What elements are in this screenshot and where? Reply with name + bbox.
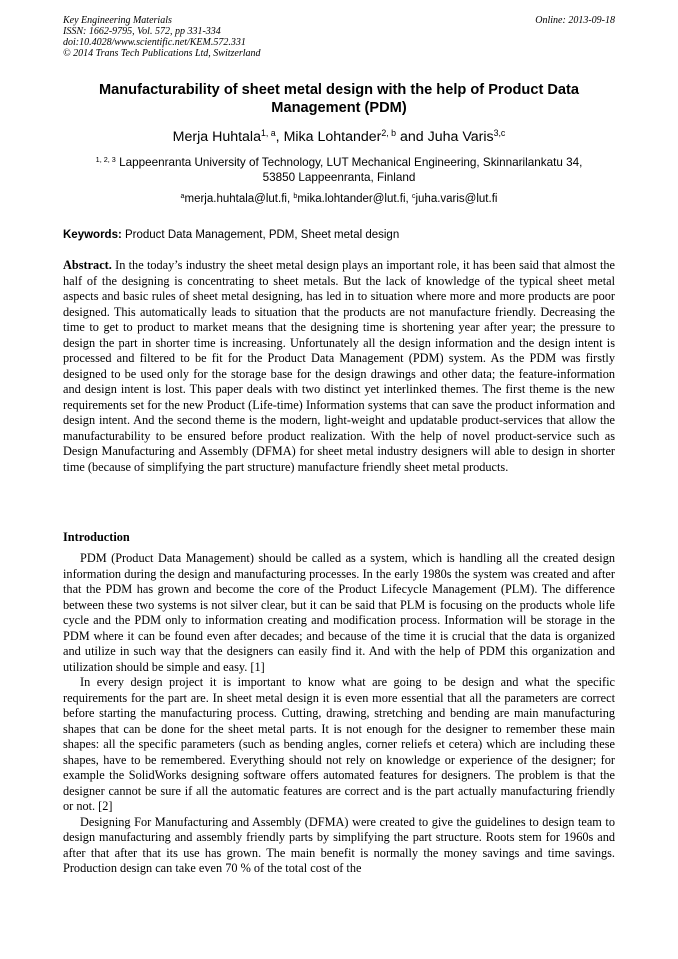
journal-header (63, 15, 261, 59)
paragraph: Designing For Manufacturing and Assembly (DFMA) were created to give the guidelines to design team to design manufacturing and assembly friendly parts by simplifying the part structure. Roots stem for 1960s and after that after that its use has grown. The main benefit is normally the money savings and time savings. Production design can take even 70 % of the total cost of the (63, 814, 615, 875)
journal-copyright: © 2014 Trans Tech Publications Ltd, Switzerland (63, 48, 261, 59)
affiliation-line-2: 53850 Lappeenranta, Finland (262, 170, 416, 184)
affiliation (63, 156, 615, 185)
author-affiliation-mark: 2, b (381, 128, 397, 139)
author-separator: , (275, 129, 284, 145)
email-separator: , (405, 193, 412, 205)
journal-issn: ISSN: 1662-9795, Vol. 572, pp 331-334 (63, 26, 221, 37)
author-separator: and (396, 129, 428, 145)
email-mark: b (293, 192, 298, 201)
email-address: juha.varis@lut.fi (415, 193, 498, 205)
section-heading-introduction: Introduction (63, 530, 130, 544)
author-name: Merja Huhtala (172, 129, 261, 145)
journal-name: Key Engineering Materials (63, 15, 172, 26)
email-mark: a (180, 192, 185, 201)
abstract (63, 258, 615, 475)
keywords-text: Product Data Management, PDM, Sheet metal design (125, 229, 400, 241)
author-affiliation-mark: 1, a (260, 128, 276, 139)
email-address: merja.huhtala@lut.fi (184, 193, 287, 205)
email-address: mika.lohtander@lut.fi (297, 193, 406, 205)
keywords (63, 228, 615, 242)
author-list (63, 129, 615, 146)
affiliation-mark: 1, 2, 3 (95, 155, 116, 165)
introduction-body (63, 551, 615, 877)
affiliation-line (63, 156, 615, 171)
author-name: Mika Lohtander (283, 129, 382, 145)
affiliation-line-1: Lappeenranta University of Technology, LUT Mechanical Engineering, Skinnarilankatu 34, (119, 156, 583, 169)
author-affiliation-mark: 3,c (493, 128, 506, 139)
paper-title: Manufacturability of sheet metal design with the help of Product Data Management (PDM) (98, 82, 580, 116)
online-date: Online: 2013-09-18 (535, 15, 615, 26)
paragraph: PDM (Product Data Management) should be called as a system, which is handling all the created design information during the design and manufacturing processes. In the early 1980s the system was created and after that the PDM has grown and become the core of the Product Lifecycle Management (PLM). The difference between these two systems is not silver clear, but it can be said that PLM is focusing on the products whole life cycle and the PDM only to information creating and modification process. Information will be storage in the PDM where it can be found even after decades; and because of the time it is crucial that the data is organized and utilize in such way that the designers can easily find it. And with the help of PDM this organization and utilization should be simple and easy. [1] (63, 551, 615, 674)
journal-doi: doi:10.4028/www.scientific.net/KEM.572.331 (63, 37, 246, 48)
paragraph: In every design project it is important to know what are going to be design and what the specific requirements for the part are. In sheet metal design it is even more essential that all the parameters are correct before starting the manufacturing process. Cutting, drawing, stretching and bending are main manufacturing shapes that can be done for the sheet metal parts. It is not enough for the designer to remember these main shapes: all the specific parameters (such as bending angles, corner reliefs et cetera) which are including these shapes, have to be remembered. Everything should not rely on knowledge or experience of the designer; for example the SolidWorks designing software offers automated features for designers. The problem is that the designer cannot be sure if all the automatic features are correct and is the part actually manufacturing friendly or not. [2] (63, 675, 615, 813)
email-separator: , (286, 193, 294, 205)
email-list (63, 192, 615, 206)
abstract-text: In the today’s industry the sheet metal design plays an important role, it has been said that almost the half of the designing is concentrating to sheet metals. But the lack of knowledge of the typical sheet metal aspects and basic rules of sheet metal designing, has led in to situation where more and more products are poor designed. This automatically leads to situation that the products are not manufacture friendly. Decreasing the time to get to product to market means that the designing time is shortening year after year; the pressure to design the part in shorter time is increasing. Unfortunately all the design information and the design intent is processed and filtered to be fit for the Product Data Management (PDM) system. As the PDM was firstly designed to be used only for the storage base for the design drawings and other data; the feature-information and design intent is lost. This paper deals with two distinct yet interlinked themes. The first theme is the new requirements set for the new Product (Life-time) Information systems that can save the product information and design intent. And the second theme is the modern, light-weight and updatable product-services that allow the manufacturability to be ensured before product realization. With the help of novel product-service such as Design Manufacturing and Assembly (DFMA) for sheet metal industry designers will able to design in shorter time (because of simplifying the part structure) manufacture friendly sheet metal products. (63, 258, 615, 474)
author-name: Juha Varis (427, 129, 494, 145)
email-mark: c (411, 192, 416, 201)
abstract-label: Abstract. (63, 258, 112, 272)
keywords-label: Keywords: (63, 229, 122, 241)
